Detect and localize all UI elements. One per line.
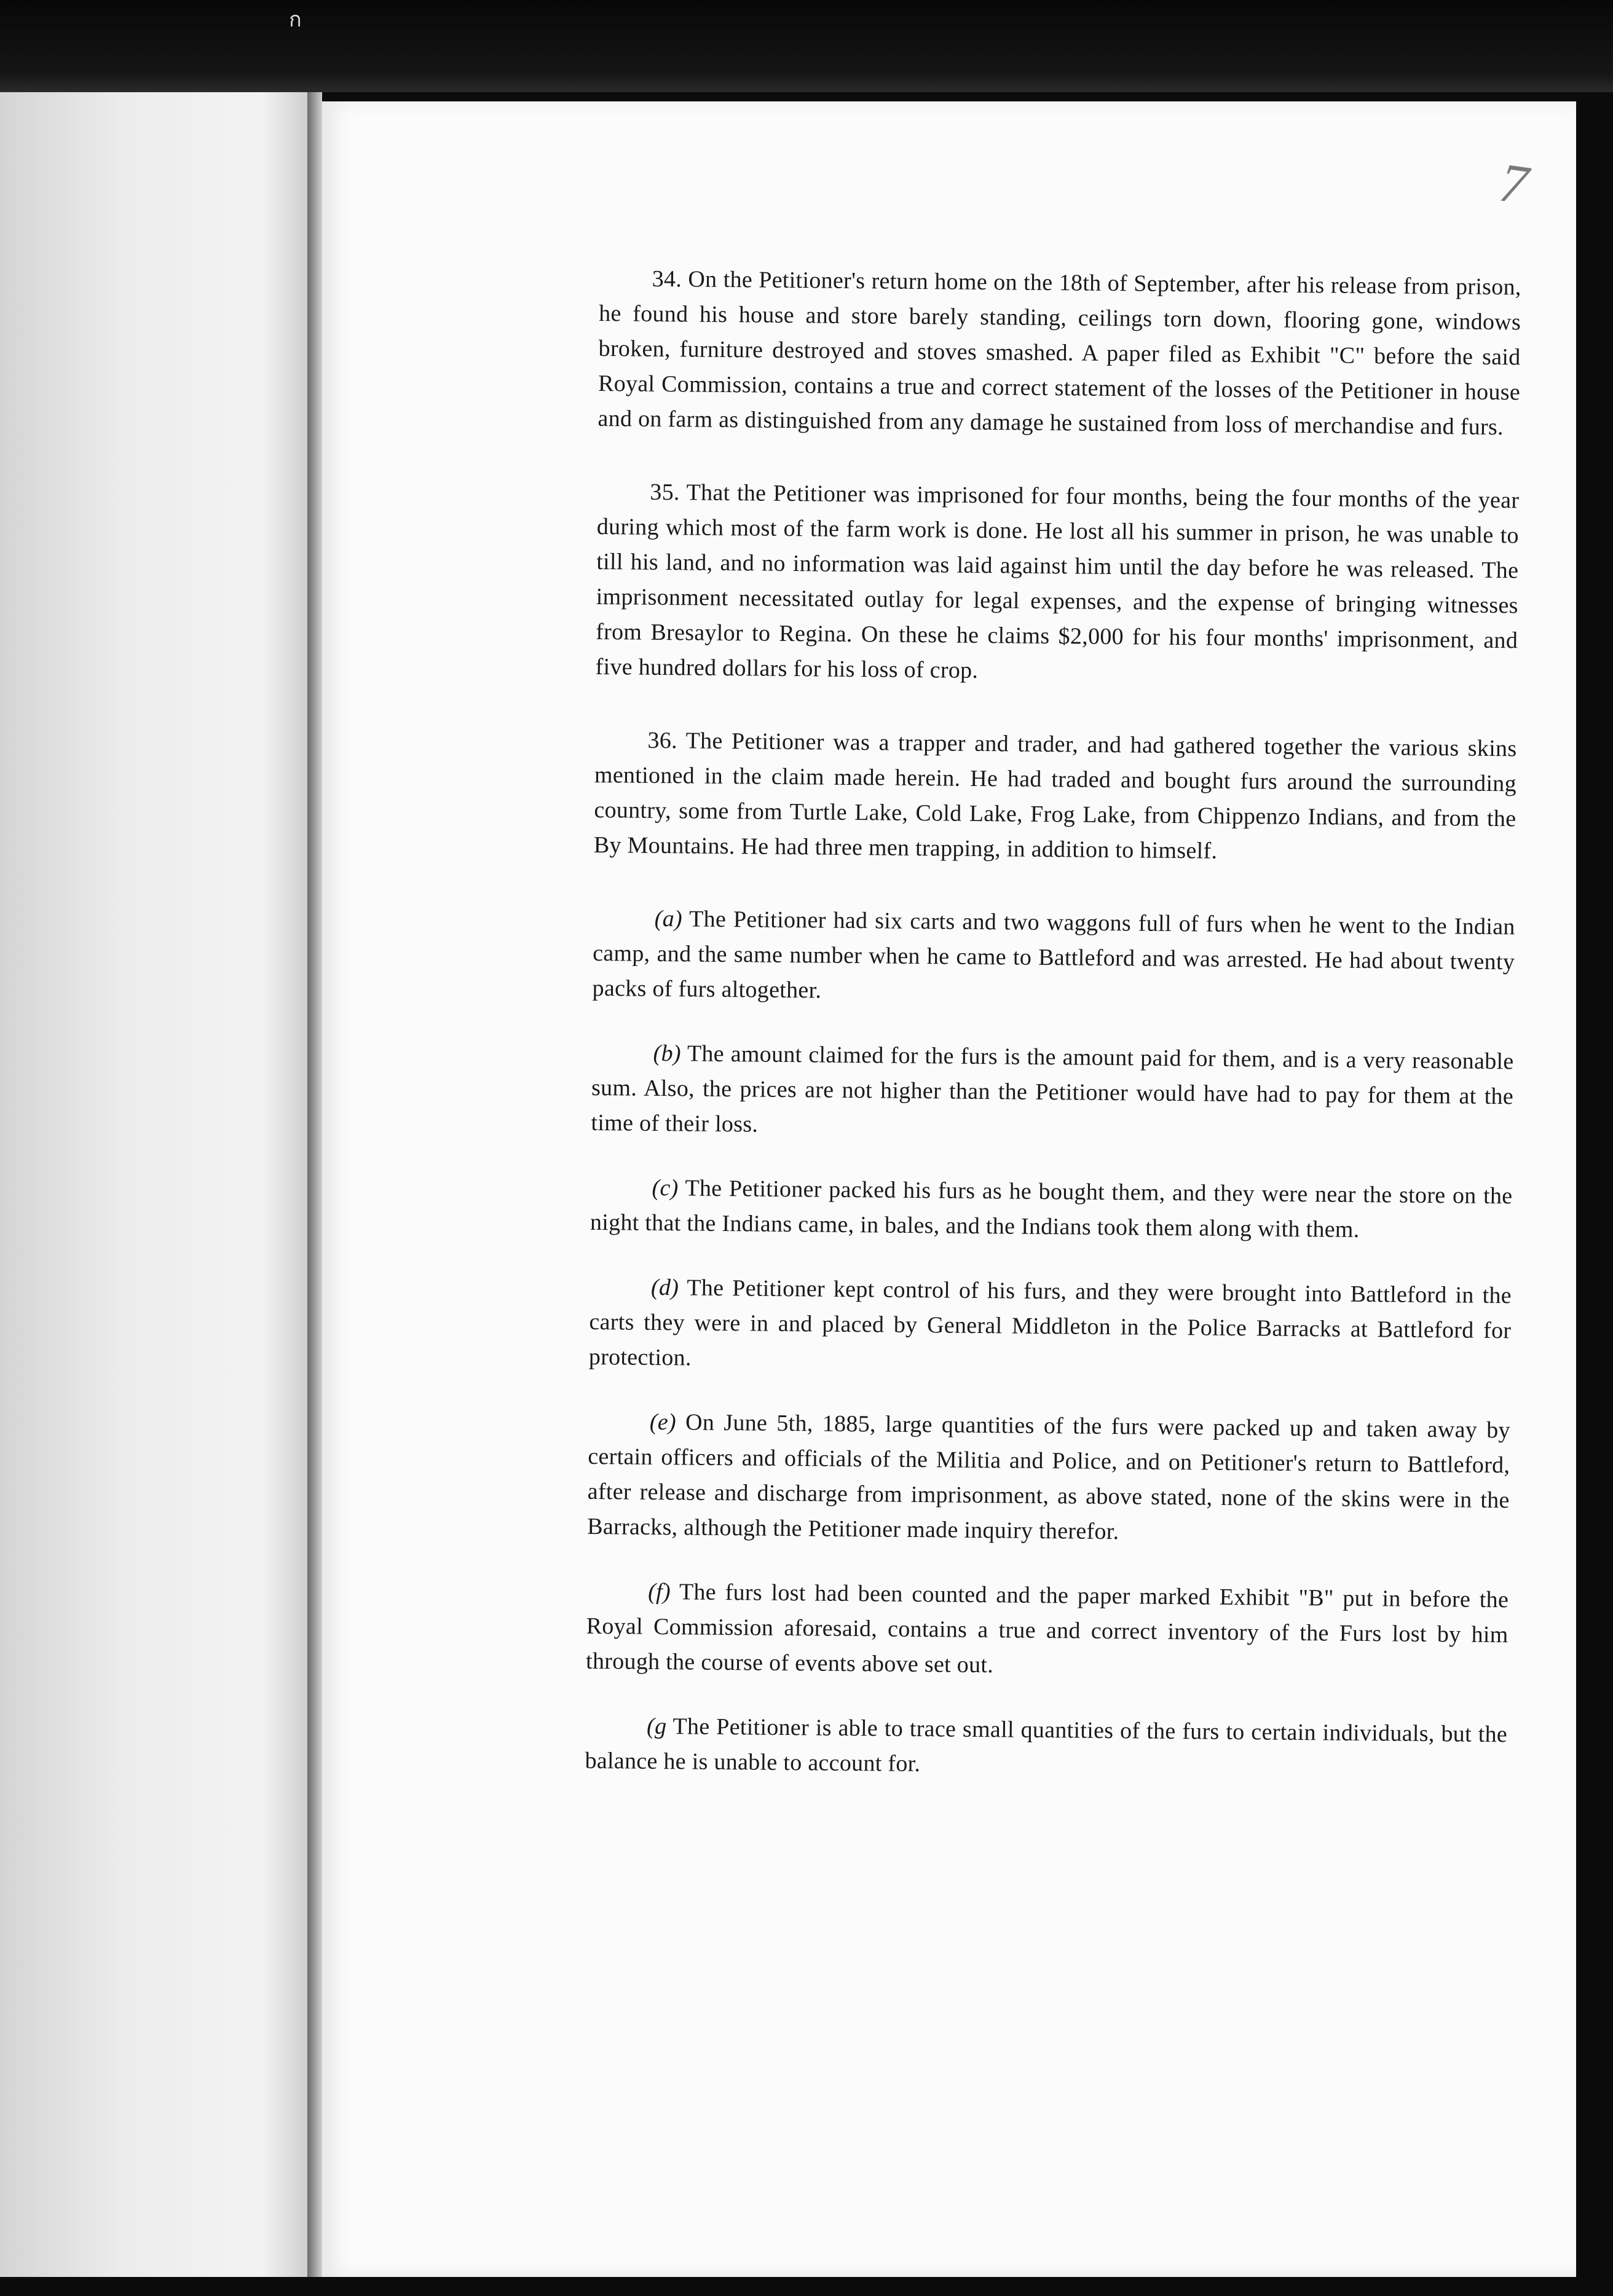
- scan-right-border: [1576, 92, 1613, 2296]
- subparagraph-f: [586, 1574, 1509, 1688]
- scan-top-mark: ก: [289, 7, 302, 32]
- subparagraph-a: [592, 901, 1515, 1015]
- paragraph-text: On the Petitioner's return home on the 18th of September, after his release from prison, he found his house and store barely standing, ceilings torn down, flooring gone, windows broken, furniture destroyed and stoves smashed. A paper filed as Exhibit "C" before the said Royal Commission, contains a true and correct statement of the losses of the Petitioner in house and on farm as distinguished from any damage he sustained from loss of merchandise and furs.: [597, 266, 1521, 441]
- page-number: 7: [1496, 152, 1532, 216]
- paragraph-35: [595, 474, 1519, 693]
- subparagraph-text: The Petitioner packed his furs as he bought them, and they were near the store on the night that the Indians came, in bales, and the Indians took them along with them.: [590, 1175, 1513, 1243]
- page-gutter: [307, 92, 322, 2280]
- paragraph-number: 35.: [650, 479, 680, 506]
- subparagraph-text: The furs lost had been counted and the paper marked Exhibit "B" put in before the Royal Commission aforesaid, contains a true and correct inventory of the Furs lost by him through the course of events above set out.: [585, 1579, 1509, 1678]
- subparagraph-b: [591, 1036, 1514, 1149]
- subparagraph-text: The Petitioner kept control of his furs, and they were brought into Battleford in the carts they were in and placed by General Middleton in the Police Barracks at Battleford for protection.: [588, 1275, 1512, 1371]
- subparagraph-text: On June 5th, 1885, large quantities of the furs were packed up and taken away by certain officers and officials of the Militia and Police, and on Petitioner's return to Battleford, after release and discharge from imprisonment, as above stated, none of the skins were in the Barracks, although the Petitioner made inquiry therefor.: [587, 1409, 1511, 1545]
- subparagraph-d: [589, 1270, 1512, 1383]
- subparagraph-text: The amount claimed for the furs is the amount paid for them, and is a very reasonable sum. Also, the prices are not higher than the Petitioner would have had to pay for them at the time of their loss.: [591, 1040, 1514, 1138]
- paragraph-text: That the Petitioner was imprisoned for four months, being the four months of the year during which most of the farm work is done. He lost all his summer in prison, he was unable to till his land, and no information was laid against him until the day before he was released. The imprisonment necessitated outlay for legal expenses, and the expense of bringing witnesses from Bresaylor to Regina. On these he claims $2,000 for his four months' imprisonment, and five hundred dollars for his loss of crop.: [595, 479, 1520, 683]
- subparagraph-marker: (b): [653, 1040, 682, 1067]
- subparagraph-marker: (e): [649, 1409, 677, 1436]
- paragraph-text: The Petitioner was a trapper and trader, and had gathered together the various skins mentioned in the claim made herein. He had traded and bought furs around the surrounding country, some from Turtle Lake, Cold Lake, Frog Lake, from Chippenzo Indians, and from the By Mountains. He had three men trapping, in addition to himself.: [593, 728, 1517, 864]
- subparagraph-text: The Petitioner is able to trace small quantities of the furs to certain individuals, but the balance he is unable to account for.: [585, 1713, 1508, 1777]
- scan-top-border: [0, 0, 1613, 92]
- subparagraph-c: [590, 1170, 1513, 1249]
- left-page-edge: [0, 92, 307, 2280]
- subparagraph-text: The Petitioner had six carts and two waggons full of furs when he went to the Indian camp, and the same number when he came to Battleford and was arrested. He had about twenty packs of furs altogether.: [592, 906, 1515, 1004]
- paragraph-number: 36.: [647, 727, 678, 754]
- subparagraph-e: [587, 1404, 1510, 1553]
- subparagraph-marker: (d): [650, 1274, 679, 1301]
- subparagraph-marker: (g: [646, 1713, 667, 1740]
- subparagraph-g: [585, 1708, 1507, 1787]
- paragraph-36: [594, 723, 1517, 871]
- subparagraph-marker: (a): [654, 905, 683, 932]
- subparagraph-marker: (c): [652, 1174, 679, 1201]
- paragraph-number: 34.: [652, 265, 682, 293]
- document-body: [585, 261, 1521, 1817]
- scan-bottom-border: [0, 2277, 1613, 2296]
- paragraph-34: [597, 261, 1521, 445]
- subparagraph-marker: (f): [648, 1578, 671, 1605]
